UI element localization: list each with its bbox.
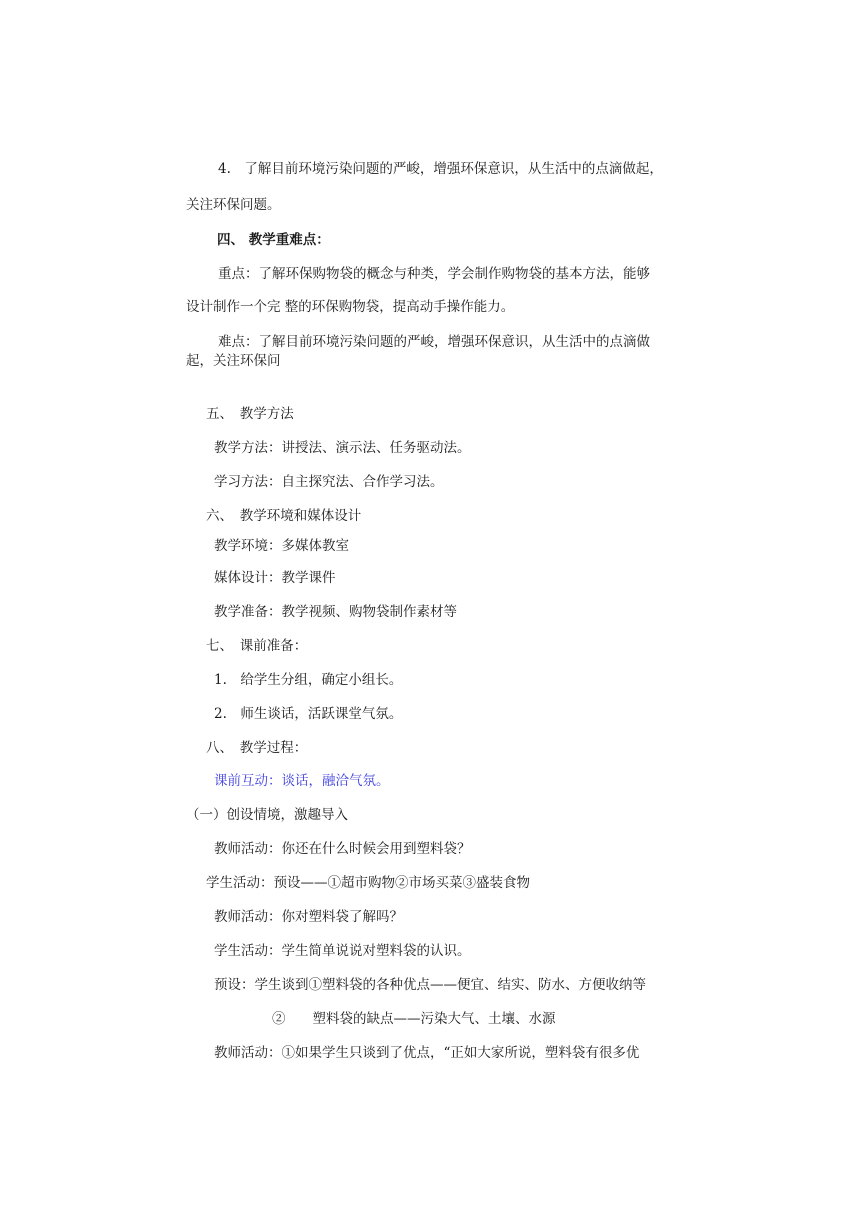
subsection-1-heading: （一）创设情境，激趣导入 — [186, 807, 348, 823]
student-activity-1: 学生活动：预设——①超市购物②市场买菜③盛装食物 — [206, 875, 530, 891]
key-point-line2: 设计制作一个完 整的环保购物袋，提高动手操作能力。 — [186, 299, 515, 315]
objective-4-line2: 关注环保问题。 — [186, 197, 281, 213]
section-8-heading: 八、 教学过程： — [206, 740, 308, 756]
teaching-environment: 教学环境：多媒体教室 — [214, 538, 349, 554]
prep-item-1: 1. 给学生分组，确定小组长。 — [214, 672, 403, 688]
section-5-heading: 五、 教学方法 — [206, 406, 294, 422]
presupposition-line2: ② 塑料袋的缺点——污染大气、土壤、水源 — [272, 1011, 556, 1027]
teacher-activity-2: 教师活动：你对塑料袋了解吗？ — [214, 909, 403, 925]
learning-method: 学习方法：自主探究法、合作学习法。 — [214, 474, 444, 490]
difficult-point-line2: 起，关注环保问 — [186, 353, 281, 369]
section-7-heading: 七、 课前准备： — [206, 638, 308, 654]
teaching-method: 教学方法：讲授法、演示法、任务驱动法。 — [214, 440, 471, 456]
objective-4-line1: 4. 了解目前环境污染问题的严峻，增强环保意识，从生活中的点滴做起， — [218, 161, 663, 177]
pre-class-interaction: 课前互动：谈话，融洽气氛。 — [214, 773, 390, 789]
section-4-heading: 四、 教学重难点： — [217, 232, 330, 248]
prep-item-2: 2. 师生谈话，活跃课堂气氛。 — [214, 706, 403, 722]
student-activity-2: 学生活动：学生简单说说对塑料袋的认识。 — [214, 943, 471, 959]
section-6-heading: 六、 教学环境和媒体设计 — [206, 508, 362, 524]
key-point-line1: 重点：了解环保购物袋的概念与种类，学会制作购物袋的基本方法，能够 — [218, 266, 650, 282]
teaching-preparation: 教学准备：教学视频、购物袋制作素材等 — [214, 604, 457, 620]
teacher-activity-3: 教师活动：①如果学生只谈到了优点，“正如大家所说，塑料袋有很多优 — [214, 1045, 640, 1061]
presupposition-line1: 预设：学生谈到①塑料袋的各种优点——便宜、结实、防水、方便收纳等 — [214, 977, 646, 993]
difficult-point-line1: 难点：了解目前环境污染问题的严峻，增强环保意识，从生活中的点滴做 — [218, 334, 650, 350]
media-design: 媒体设计：教学课件 — [214, 570, 336, 586]
teacher-activity-1: 教师活动：你还在什么时候会用到塑料袋？ — [214, 841, 471, 857]
